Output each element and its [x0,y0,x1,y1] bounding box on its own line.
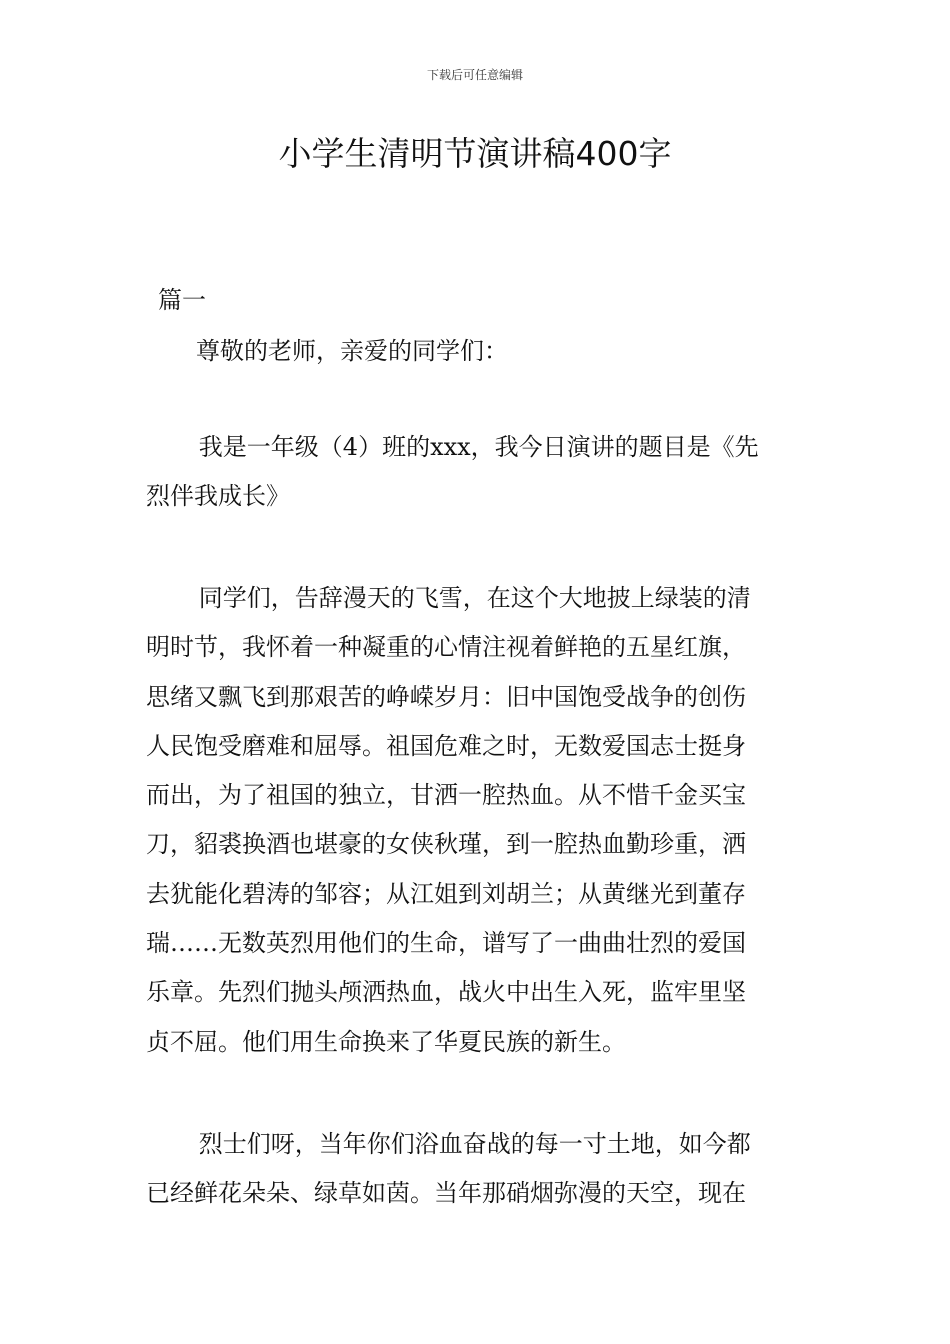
paragraph-line: 烈士们呀，当年你们浴血奋战的每一寸土地，如今都 [198,1130,751,1158]
paragraph-line: 去犹能化碧涛的邹容；从江姐到刘胡兰；从黄继光到董存 [146,879,746,908]
paragraph-line: 思绪又飘飞到那艰苦的峥嵘岁月：旧中国饱受战争的创伤 [146,682,746,711]
header-note: 下载后可任意编辑 [426,68,523,82]
paragraph-line: 人民饱受磨难和屈辱。祖国危难之时，无数爱国志士挺身 [146,731,746,760]
paragraph-line: 明时节，我怀着一种凝重的心情注视着鲜艳的五星红旗， [146,633,746,662]
paragraph-line: 而出，为了祖国的独立，甘洒一腔热血。从不惜千金买宝 [146,781,746,810]
paragraph-line: 刀，貂裘换酒也堪豪的女侠秋瑾，到一腔热血勤珍重，洒 [146,830,746,859]
paragraph-line: 我是一年级（4）班的xxx，我今日演讲的题目是《先 [198,433,759,461]
paragraph-line: 贞不屈。他们用生命换来了华夏民族的新生。 [146,1027,626,1056]
paragraph-2 [146,574,810,1067]
paragraph-3 [146,1120,810,1219]
salutation: 尊敬的老师，亲爱的同学们： [196,337,508,365]
paragraph-line: 乐章。先烈们抛头颅洒热血，战火中出生入死，监牢里坚 [146,978,746,1007]
paragraph-line: 烈伴我成长》 [146,482,290,511]
paragraph-1 [146,423,810,522]
section-label: 篇一 [158,286,206,314]
document-title: 小学生清明节演讲稿400字 [278,134,672,173]
paragraph-line: 同学们，告辞漫天的飞雪，在这个大地披上绿装的清 [198,584,751,612]
paragraph-line: 已经鲜花朵朵、绿草如茵。当年那硝烟弥漫的天空，现在 [146,1179,746,1208]
paragraph-line: 瑞……无数英烈用他们的生命，谱写了一曲曲壮烈的爱国 [146,929,746,958]
